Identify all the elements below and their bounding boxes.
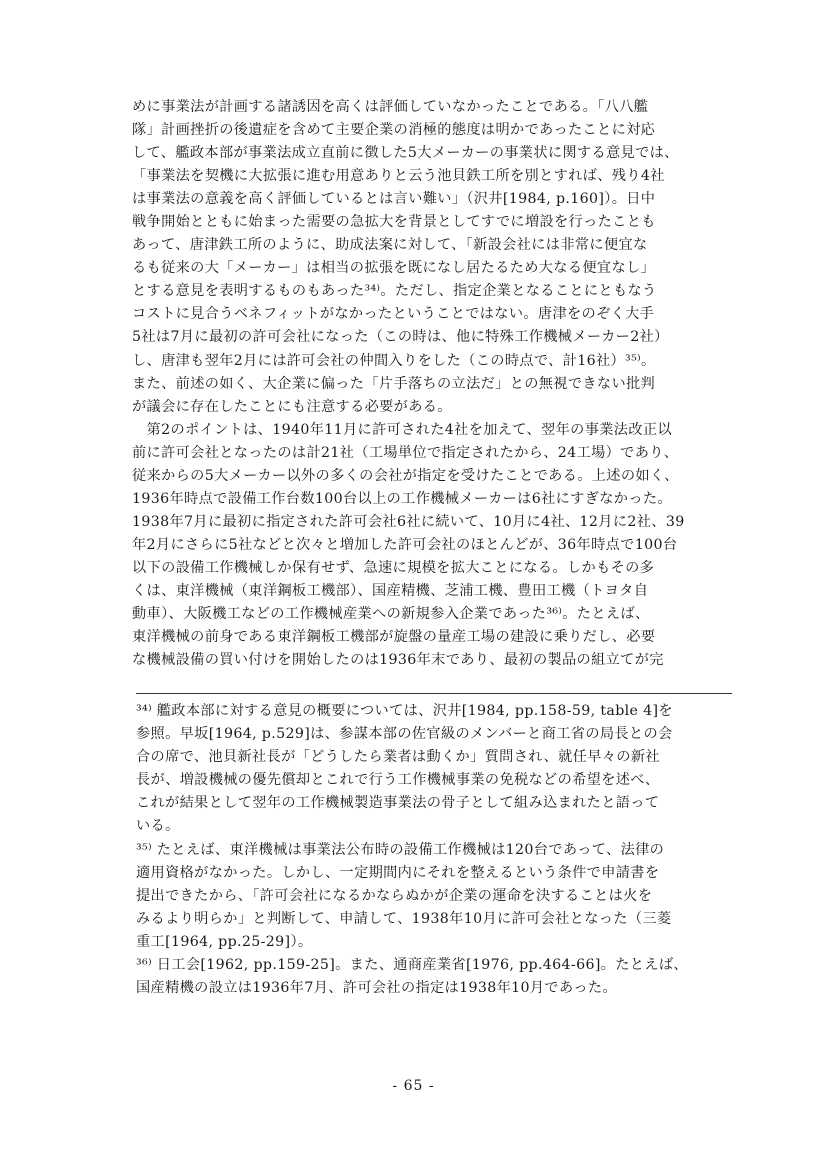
body-line: また、前述の如く、大企業に偏った「片手落ちの立法だ」との無視できない批判 — [132, 375, 656, 392]
footnote-line: 適用資格がなかった。しかし、一定期間内にそれを整えるという条件で申請書を — [136, 864, 660, 881]
footnotes — [136, 700, 732, 1000]
body-line: 第2のポイントは、1940年11月に許可された4社を加えて、翌年の事業法改正以 — [132, 421, 672, 438]
footnote-line: ³⁴⁾ 艦政本部に対する意見の概要については、沢井[1984, pp.158-59, table 4]を — [136, 703, 673, 719]
footnote-line: ³⁵⁾ たとえば、東洋機械は事業法公布時の設備工作機械は120台であって、法律の — [136, 841, 665, 858]
footnote-line: 提出できたから、「許可会社になるかならぬかが企業の運命を決することは火を — [136, 887, 653, 904]
body-line: 1938年7月に最初に指定された許可会社6社に続いて、10月に4社、12月に2社、39 — [132, 513, 685, 530]
body-line: 従来からの5大メーカー以外の多くの会社が指定を受けたことである。上述の如く、 — [132, 467, 679, 484]
footnote-line: ³⁶⁾ 日工会[1962, pp.159-25]。また、通商産業省[1976, pp.464-66]。たとえば、 — [136, 957, 688, 974]
body-line: くは、東洋機械（東洋鋼板工機部）、国産精機、芝浦工機、豊田工機（トヨタ自 — [132, 582, 649, 599]
footnote-line: いる。 — [136, 818, 180, 835]
body-line: 東洋機械の前身である東洋鋼板工機部が旋盤の量産工場の建設に乗りだし、必要 — [132, 629, 656, 646]
body-line: るも従来の大「メーカー」は相当の拡張を既になし居たるため大なる便宜なし」 — [132, 260, 656, 277]
footnote-line: 国産精機の設立は1936年7月、許可会社の指定は1938年10月であった。 — [136, 980, 617, 997]
body-line: 5社は7月に最初の許可会社になった（この時は、他に特殊工作機械メーカー2社） — [132, 329, 669, 346]
body-line: あって、唐津鉄工所のように、助成法案に対して、「新設会社には非常に便宜な — [132, 237, 648, 254]
footnote-line: みるより明らか」と判断して、申請して、1938年10月に許可会社となった（三菱 — [136, 910, 672, 927]
footnote-divider — [136, 693, 732, 694]
body-line: 年2月にさらに5社などと次々と増加した許可会社のほとんどが、36年時点で100台 — [132, 536, 678, 553]
body-line: は事業法の意義を高く評価しているとは言い難い」（沢井[1984, p.160]）。日中 — [132, 191, 656, 208]
body-line: 1936年時点で設備工作台数100台以上の工作機械メーカーは6社にすぎなかった。 — [132, 490, 672, 507]
body-line: し、唐津も翌年2月には許可会社の仲間入りをした（この時点で、計16社）³⁵⁾。 — [132, 352, 656, 369]
body-line: 戦争開始とともに始まった需要の急拡大を背景としてすでに増設を行ったことも — [132, 214, 656, 231]
body-line: 動車）、大阪機工などの工作機械産業への新規参入企業であった³⁶⁾。たとえば、 — [132, 606, 650, 623]
footnote-line: これが結果として翌年の工作機械製造事業法の骨子として組み込まれたと語って — [136, 795, 660, 812]
body-text — [132, 96, 732, 672]
body-line: して、艦政本部が事業法成立直前に徴した5大メーカーの事業状に関する意見では、 — [132, 145, 679, 162]
footnote-line: 長が、増設機械の優先償却とこれで行う工作機械事業の免税などの希望を述べ、 — [136, 772, 660, 789]
page-number: - 65 - — [392, 1078, 435, 1094]
footnote-line: 重工[1964, pp.25-29]）。 — [136, 933, 313, 950]
body-line: コストに見合うベネフィットがなかったということではない。唐津をのぞく大手 — [132, 306, 655, 323]
body-line: とする意見を表明するものもあった³⁴⁾。ただし、指定企業となることにともなう — [132, 283, 657, 300]
body-line: 隊」計画挫折の後遺症を含めて主要企業の消極的態度は明かであったことに対応 — [132, 122, 656, 139]
body-line: な機械設備の買い付けを開始したのは1936年末であり、最初の製品の組立てが完 — [132, 652, 664, 669]
footnote-line: 参照。早坂[1964, p.529]は、参謀本部の佐官級のメンバーと商工省の局長との会 — [136, 726, 673, 743]
body-line: 前に許可会社となったのは計21社（工場単位で指定されたから、24工場）であり、 — [132, 444, 679, 461]
body-line: が議会に存在したことにも注意する必要がある。 — [132, 398, 452, 415]
body-line: めに事業法が計画する諸誘因を高くは評価していなかったことである。「八八艦 — [132, 99, 649, 115]
footnote-line: 合の席で、池貝新社長が「どうしたら業者は動くか」質問され、就任早々の新社 — [136, 749, 660, 766]
body-line: 以下の設備工作機械しか保有せず、急速に規模を拡大ことになる。しかもその多 — [132, 559, 655, 576]
body-line: 「事業法を契機に大拡張に進む用意ありと云う池貝鉄工所を別とすれば、残り4社 — [132, 168, 665, 185]
